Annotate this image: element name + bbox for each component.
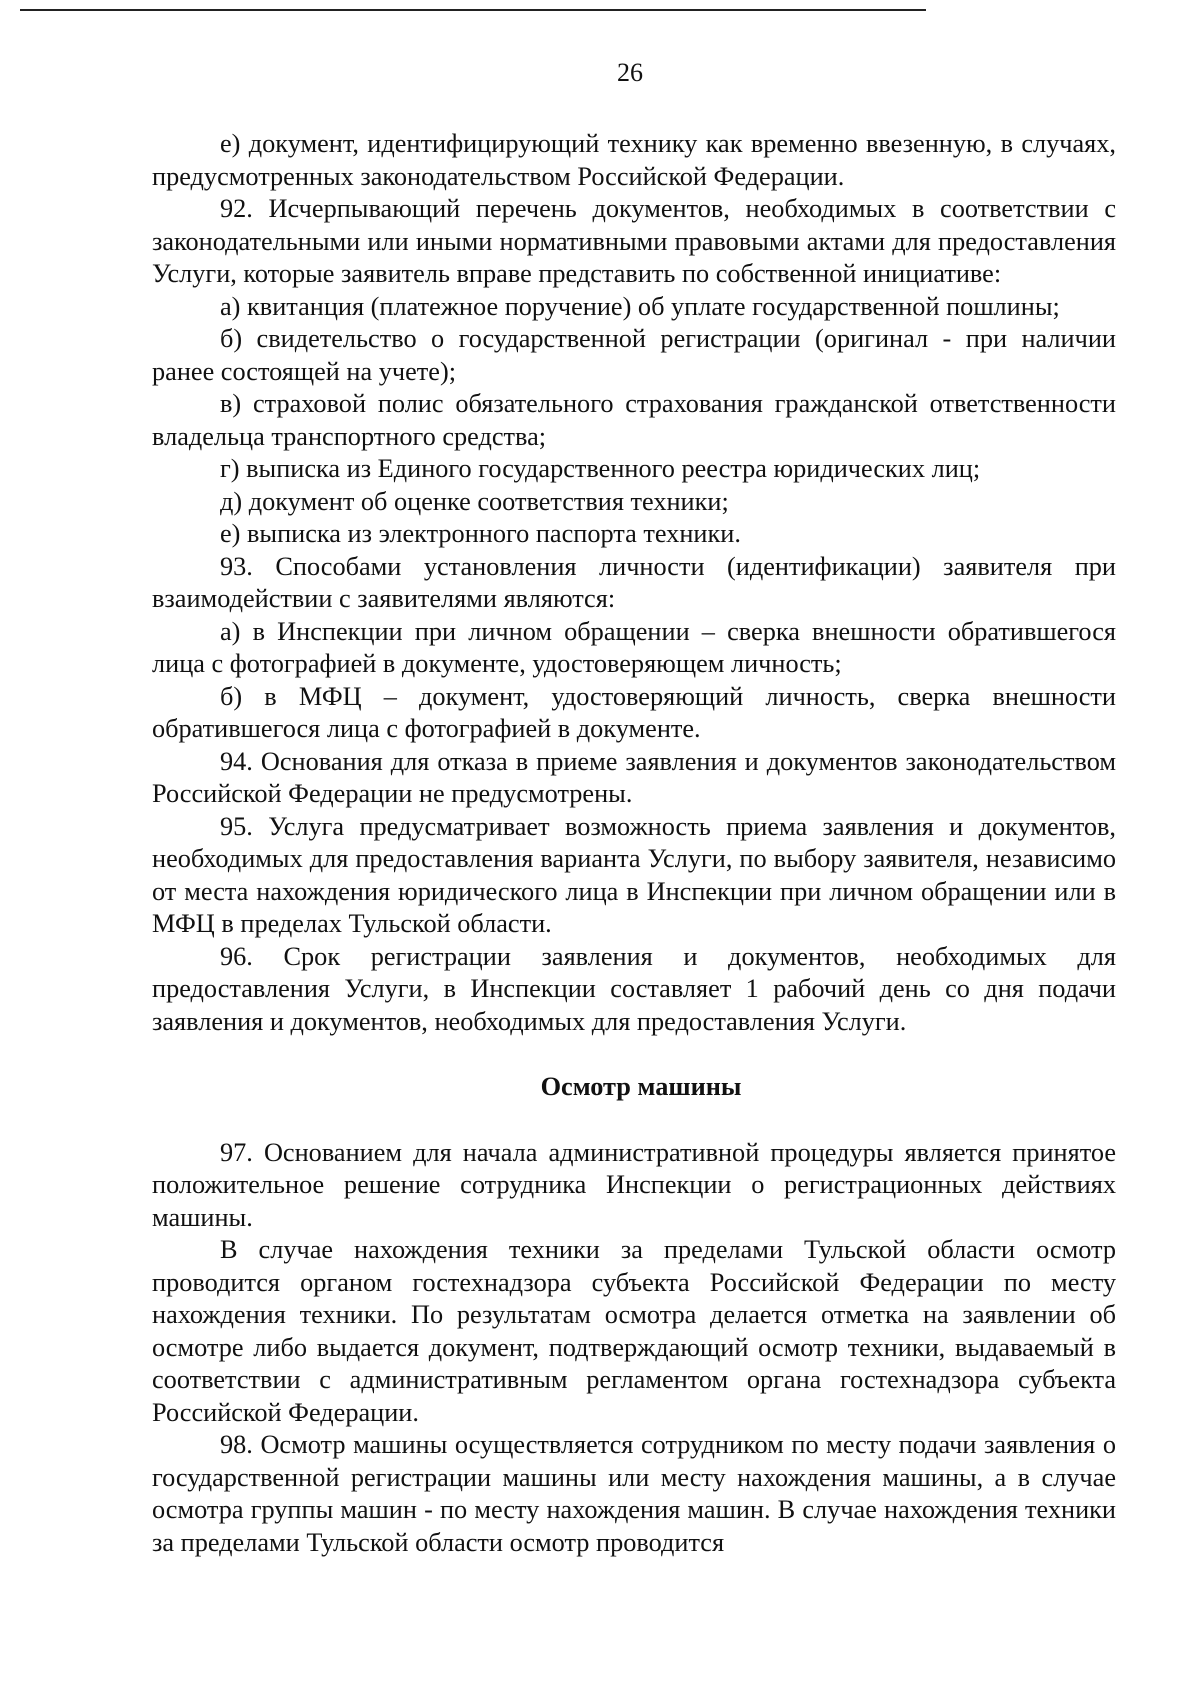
- paragraph-93: 93. Способами установления личности (идентификации) заявителя при взаимодействии с заявителями являются:: [152, 551, 1116, 613]
- page-number: 26: [617, 58, 643, 87]
- list-item-b-certificate: б) свидетельство о государственной регистрации (оригинал - при наличии ранее состоящей на учете);: [152, 324, 1116, 386]
- top-rule: [20, 9, 926, 11]
- paragraph-97: 97. Основанием для начала административной процедуры является принятое положительное решение сотрудника Инспекции о регистрационных действиях машины.: [152, 1137, 1116, 1232]
- list-item-d-conformity: д) документ об оценке соответствия техники;: [220, 486, 729, 516]
- list-item-a-receipt: а) квитанция (платежное поручение) об уплате государственной пошлины;: [220, 291, 1060, 321]
- list-item-a-inspection: а) в Инспекции при личном обращении – сверка внешности обратившегося лица с фотографией в документе, удостоверяющем личность;: [152, 616, 1116, 678]
- paragraph-e-temporary-import: е) документ, идентифицирующий технику как временно ввезенную, в случаях, предусмотренных законодательством Российской Федерации.: [152, 129, 1116, 191]
- list-item-v-insurance: в) страховой полис обязательного страхования гражданской ответственности владельца транспортного средства;: [152, 389, 1116, 451]
- list-item-b-mfc: б) в МФЦ – документ, удостоверяющий личность, сверка внешности обратившегося лица с фотографией в документе.: [152, 681, 1116, 743]
- section-heading: Осмотр машины: [540, 1072, 742, 1101]
- paragraph-outside-region: В случае нахождения техники за пределами Тульской области осмотр проводится органом гостехнадзора субъекта Российской Федерации по месту нахождения техники. По результатам осмотра делается отметка на заявлении об осмотре либо выдается документ, подтверждающий осмотр техники, выдаваемый в соответствии с административным регламентом органа гостехнадзора субъекта Российской Федерации.: [152, 1235, 1116, 1427]
- paragraph-94: 94. Основания для отказа в приеме заявления и документов законодательством Российской Федерации не предусмотрены.: [152, 746, 1116, 808]
- paragraph-98: 98. Осмотр машины осуществляется сотрудником по месту подачи заявления о государственной регистрации машины или месту нахождения машины, а в случае осмотра группы машин - по месту нахождения машин. В случае нахождения техники за пределами Тульской области осмотр проводится: [152, 1430, 1116, 1557]
- list-item-e-passport-extract: е) выписка из электронного паспорта техники.: [220, 519, 741, 548]
- paragraph-96: 96. Срок регистрации заявления и документов, необходимых для предоставления Услуги, в Инспекции составляет 1 рабочий день со дня подачи заявления и документов, необходимых для предоставления Услуги.: [152, 941, 1116, 1036]
- list-item-g-registry-extract: г) выписка из Единого государственного реестра юридических лиц;: [220, 454, 981, 483]
- document-body: [152, 128, 1116, 1559]
- paragraph-95: 95. Услуга предусматривает возможность приема заявления и документов, необходимых для предоставления варианта Услуги, по выбору заявителя, независимо от места нахождения юридического лица в Инспекции при личном обращении или в МФЦ в пределах Тульской области.: [152, 811, 1116, 938]
- paragraph-92: 92. Исчерпывающий перечень документов, необходимых в соответствии с законодательными или иными нормативными правовыми актами для предоставления Услуги, которые заявитель вправе представить по собственной инициативе:: [152, 194, 1116, 288]
